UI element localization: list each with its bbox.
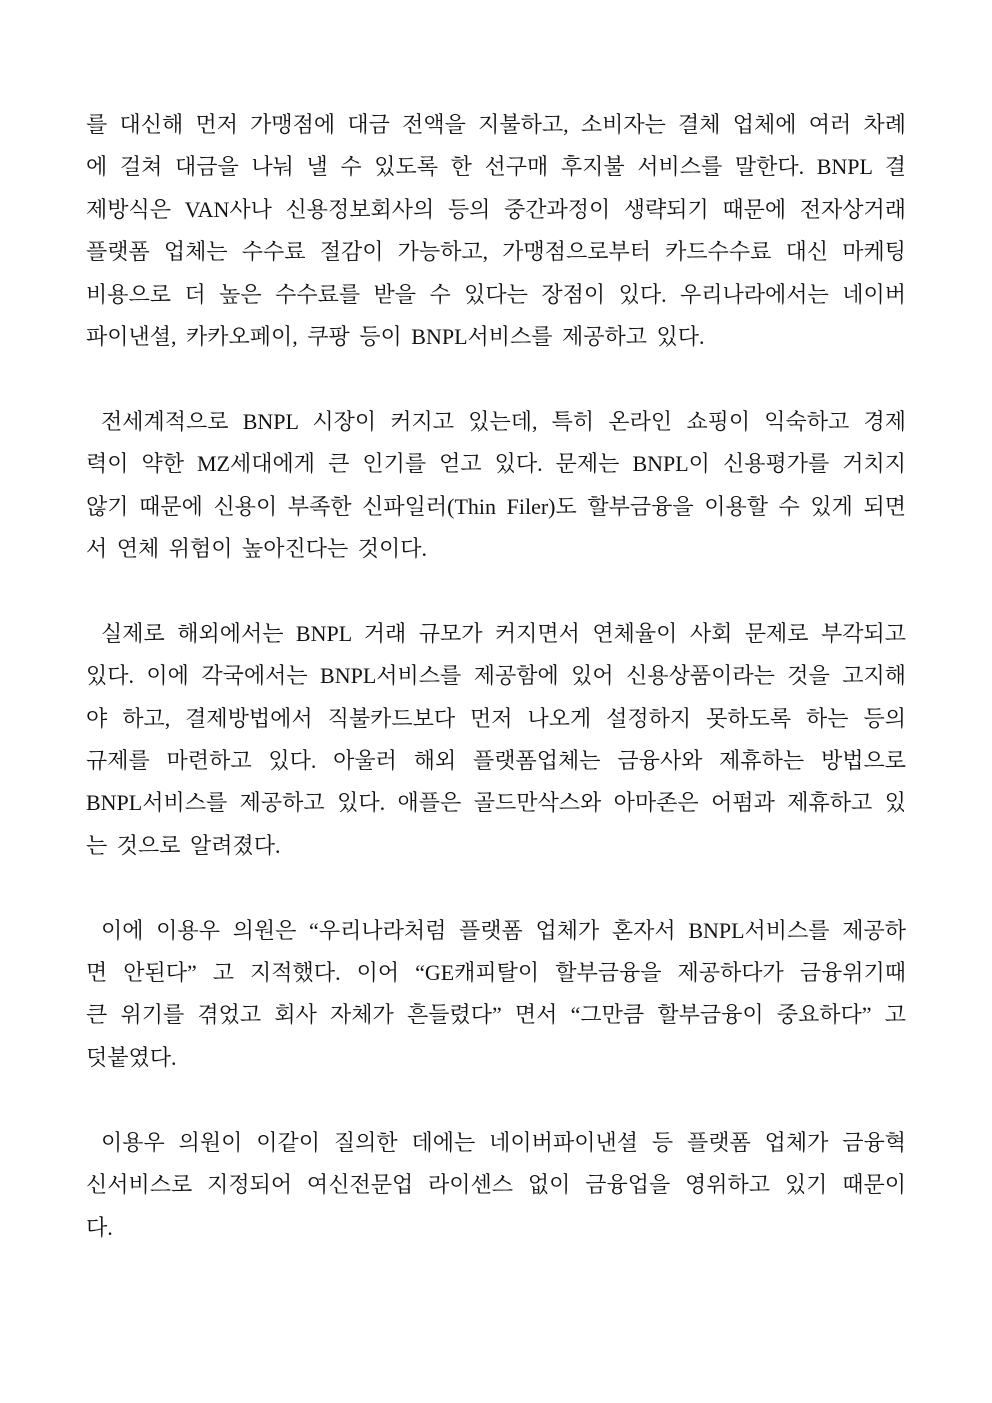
text-line: 규제를 마련하고 있다. 아울러 해외 플랫폼업체는 금융사와 제휴하는 방법으로: [86, 748, 906, 774]
text-line: 큰 위기를 겪었고 회사 자체가 흔들렸다” 면서 “그만큼 할부금융이 중요하다” 고: [86, 1002, 906, 1028]
text-line: 덧붙였다.: [86, 1044, 177, 1070]
text-line: 에 걸쳐 대금을 나눠 낼 수 있도록 한 선구매 후지불 서비스를 말한다. BNPL 결: [86, 154, 906, 180]
text-line: 를 대신해 먼저 가맹점에 대금 전액을 지불하고, 소비자는 결체 업체에 여러 차례: [86, 112, 906, 137]
paragraph: [86, 1122, 906, 1249]
text-line: 이용우 의원이 이같이 질의한 데에는 네이버파이낸셜 등 플랫폼 업체가 금융혁: [101, 1129, 906, 1155]
paragraph: [86, 910, 906, 1080]
paragraph: [86, 104, 906, 358]
text-line: 전세계적으로 BNPL 시장이 커지고 있는데, 특히 온라인 쇼핑이 익숙하고 경제: [101, 408, 906, 434]
text-line: 는 것으로 알려졌다.: [86, 832, 281, 858]
text-line: 야 하고, 결제방법에서 직불카드보다 먼저 나오게 설정하지 못하도록 하는 등의: [86, 705, 906, 731]
paragraph: [86, 613, 906, 867]
text-line: 않기 때문에 신용이 부족한 신파일러(Thin Filer)도 할부금융을 이용할 수 있게 되면: [86, 493, 906, 519]
text-line: 파이낸셜, 카카오페이, 쿠팡 등이 BNPL서비스를 제공하고 있다.: [86, 324, 705, 350]
text-line: 있다. 이에 각국에서는 BNPL서비스를 제공함에 있어 신용상품이라는 것을 고지해: [86, 663, 906, 689]
paragraph: [86, 401, 906, 571]
text-line: 플랫폼 업체는 수수료 절감이 가능하고, 가맹점으로부터 카드수수료 대신 마케팅: [86, 239, 906, 265]
text-line: 신서비스로 지정되어 여신전문업 라이센스 없이 금융업을 영위하고 있기 때문이: [86, 1172, 906, 1198]
text-line: 면 안된다” 고 지적했다. 이어 “GE캐피탈이 할부금융을 제공하다가 금융위기때: [86, 960, 906, 986]
text-line: 력이 약한 MZ세대에게 큰 인기를 얻고 있다. 문제는 BNPL이 신용평가를 거치지: [86, 451, 906, 477]
text-line: 이에 이용우 의원은 “우리나라처럼 플랫폼 업체가 혼자서 BNPL서비스를 제공하: [101, 917, 906, 943]
text-line: 제방식은 VAN사나 신용정보회사의 등의 중간과정이 생략되기 때문에 전자상거래: [86, 196, 906, 222]
text-line: 다.: [86, 1214, 113, 1240]
text-line: 실제로 해외에서는 BNPL 거래 규모가 커지면서 연체율이 사회 문제로 부각되고: [101, 620, 906, 646]
article-body: [86, 104, 906, 1249]
text-line: 비용으로 더 높은 수수료를 받을 수 있다는 장점이 있다. 우리나라에서는 네이버: [86, 281, 906, 307]
text-line: BNPL서비스를 제공하고 있다. 애플은 골드만삭스와 아마존은 어펌과 제휴하고 있: [86, 790, 906, 816]
text-line: 서 연체 위험이 높아진다는 것이다.: [86, 536, 428, 562]
